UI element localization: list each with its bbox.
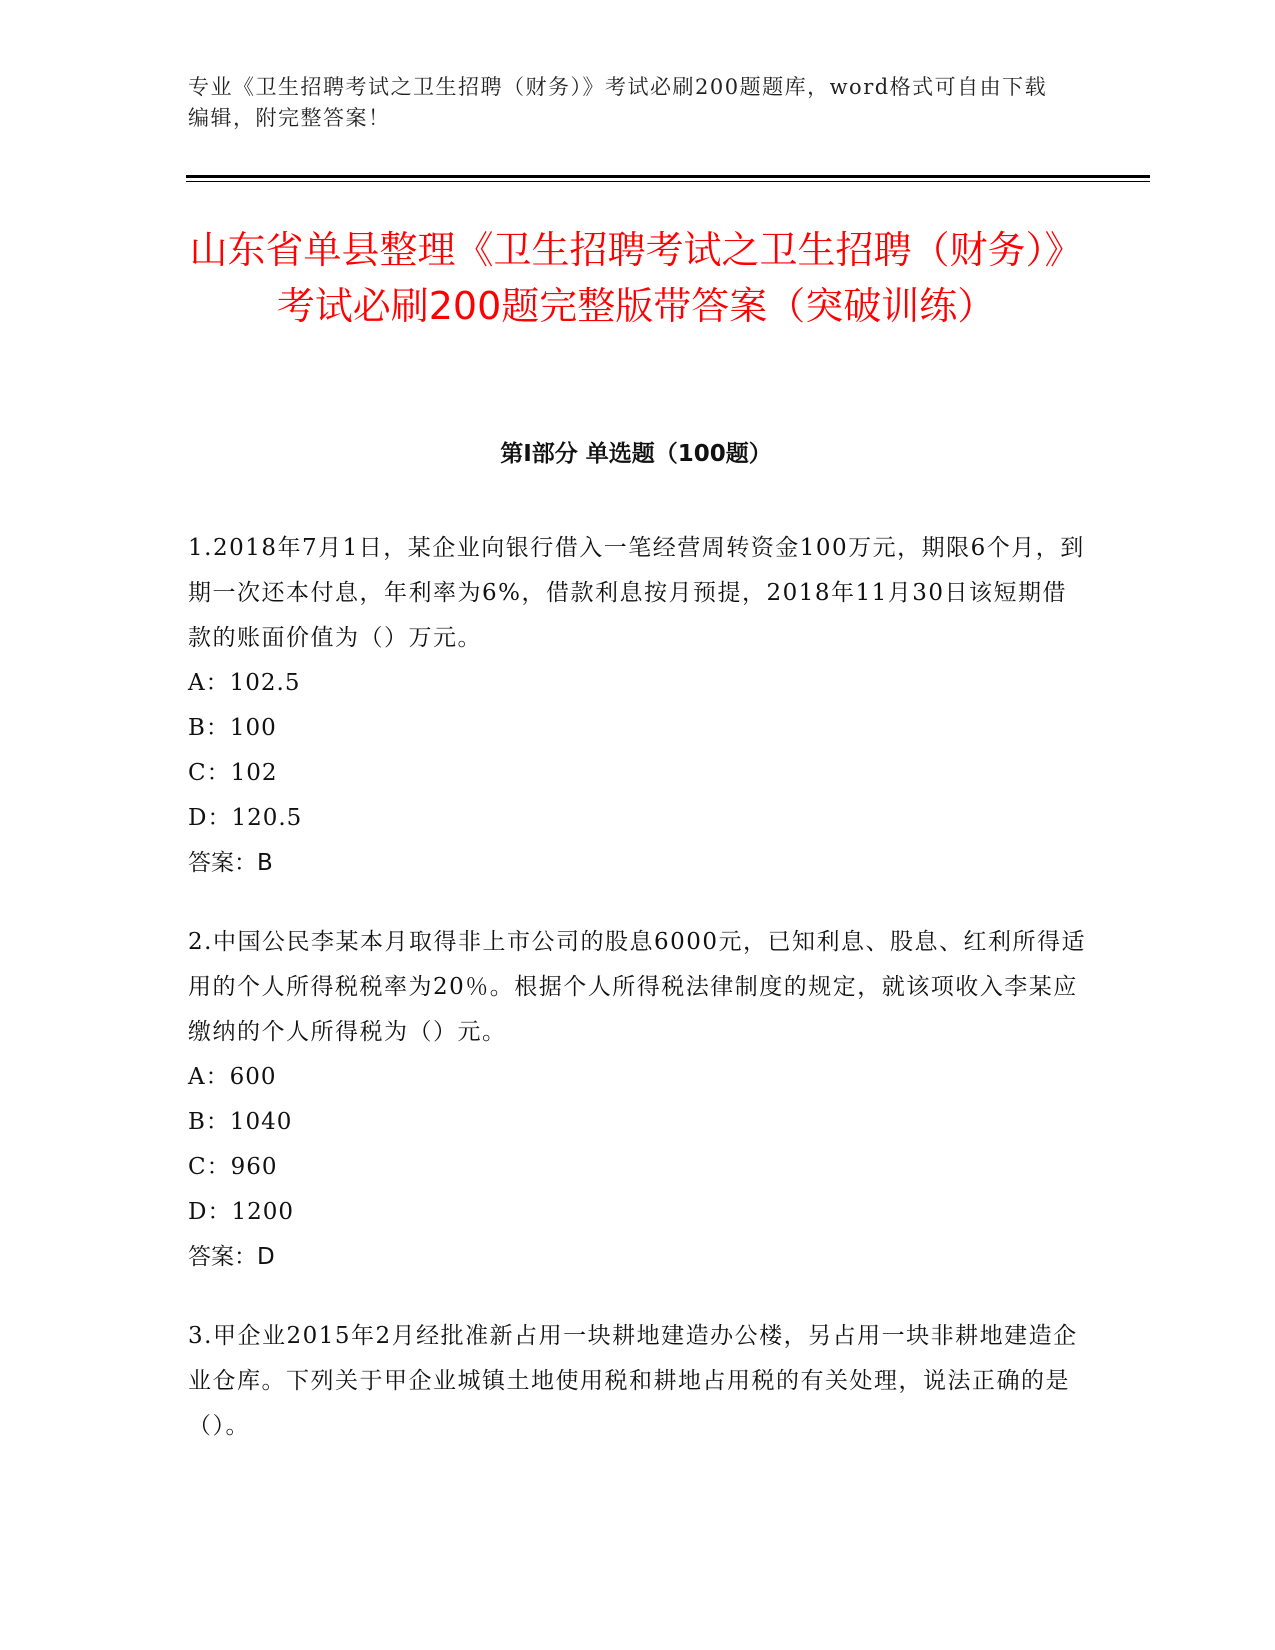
- question-stem: 3.甲企业2015年2月经批准新占用一块耕地建造办公楼，另占用一块非耕地建造企业仓库。下列关于甲企业城镇土地使用税和耕地占用税的有关处理，说法正确的是（）。: [188, 1323, 1078, 1439]
- option-b: B：100: [188, 715, 277, 741]
- question-3: [188, 1314, 1088, 1449]
- option-d: D：120.5: [188, 805, 303, 831]
- option-d: D：1200: [188, 1199, 294, 1225]
- question-1: [188, 526, 1088, 886]
- header-note: 专业《卫生招聘考试之卫生招聘（财务）》考试必刷200题题库，word格式可自由下载编辑，附完整答案！: [188, 75, 1048, 130]
- header-divider-thick: [186, 175, 1150, 178]
- question-list: [188, 526, 1088, 1483]
- answer-label: 答案：B: [188, 850, 273, 876]
- option-c: C：960: [188, 1154, 278, 1180]
- question-stem: 1.2018年7月1日，某企业向银行借入一笔经营周转资金100万元，期限6个月，到期一次还本付息，年利率为6%，借款利息按月预提，2018年11月30日该短期借款的账面价值为（）万元。: [188, 535, 1085, 651]
- question-2: [188, 920, 1088, 1280]
- question-stem: 2.中国公民李某本月取得非上市公司的股息6000元，已知利息、股息、红利所得适用的个人所得税税率为20％。根据个人所得税法律制度的规定，就该项收入李某应缴纳的个人所得税为（）元。: [188, 929, 1086, 1045]
- answer-label: 答案：D: [188, 1244, 275, 1270]
- option-a: A：600: [188, 1064, 277, 1090]
- option-b: B：1040: [188, 1109, 293, 1135]
- option-a: A：102.5: [188, 670, 301, 696]
- option-c: C：102: [188, 760, 278, 786]
- header-divider-thin: [186, 181, 1150, 182]
- document-title: 山东省单县整理《卫生招聘考试之卫生招聘（财务）》考试必刷200题完整版带答案（突破训练）: [189, 228, 1083, 328]
- section-title: 第I部分 单选题（100题）: [500, 441, 772, 467]
